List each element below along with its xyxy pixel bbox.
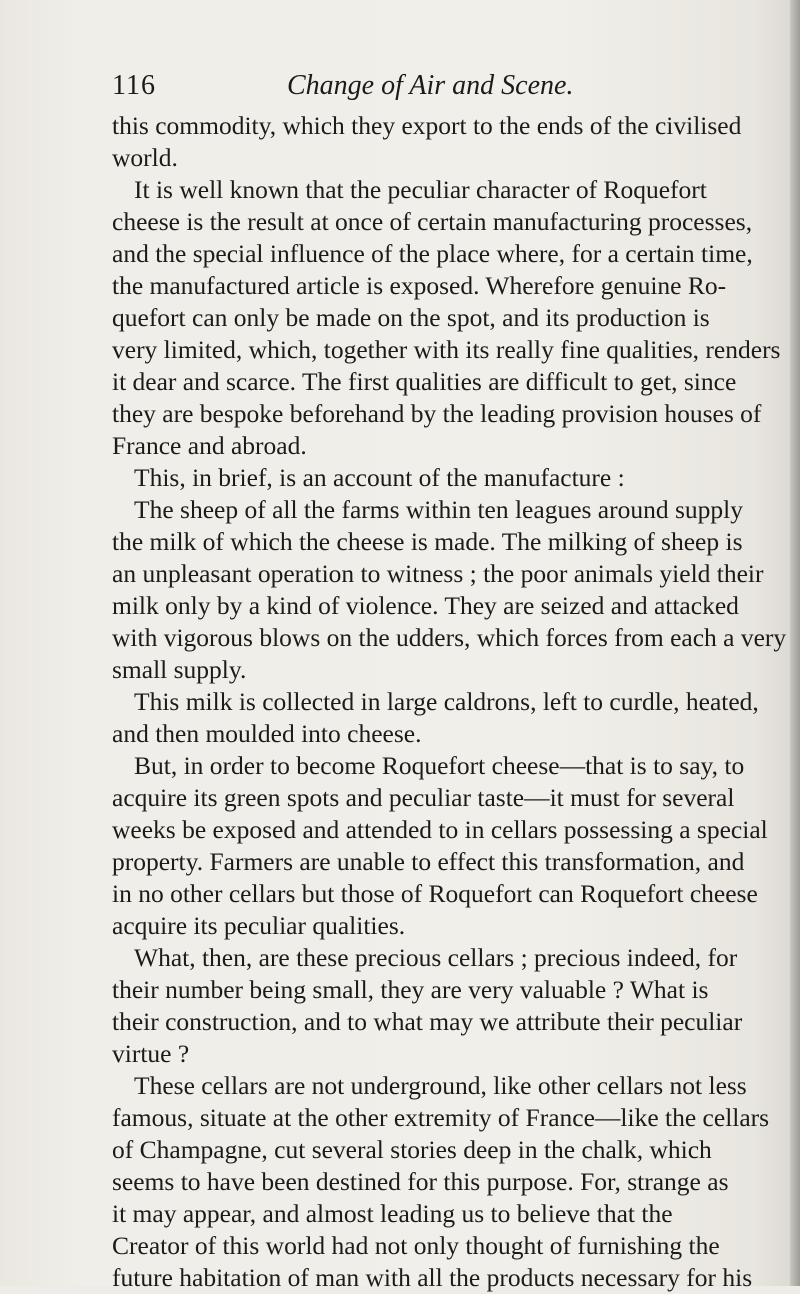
text-line: their construction, and to what may we attribute their peculiar [112, 1007, 743, 1036]
page-number: 116 [112, 70, 156, 101]
text-line: with vigorous blows on the udders, which forces from each a very [112, 623, 787, 652]
text-line: an unpleasant operation to witness ; the poor animals yield their [112, 559, 764, 588]
page-header [112, 70, 732, 110]
text-line: famous, situate at the other extremity of France—like the cellars [112, 1103, 770, 1132]
text-line: and the special influence of the place where, for a certain time, [112, 239, 753, 268]
text-line: world. [112, 143, 178, 172]
text-line: acquire its green spots and peculiar taste—it must for several [112, 783, 735, 812]
text-line: in no other cellars but those of Roquefort can Roquefort cheese [112, 879, 758, 908]
text-line: it may appear, and almost leading us to believe that the [112, 1199, 673, 1228]
text-line: quefort can only be made on the spot, and its production is [112, 303, 710, 332]
text-line: future habitation of man with all the products necessary for his [112, 1263, 753, 1292]
text-line: property. Farmers are unable to effect this transformation, and [112, 847, 745, 876]
text-line: the manufactured article is exposed. Wherefore genuine Ro- [112, 271, 727, 300]
text-line: weeks be exposed and attended to in cellars possessing a special [112, 815, 768, 844]
text-line: France and abroad. [112, 431, 307, 460]
text-line: milk only by a kind of violence. They are seized and attacked [112, 591, 739, 620]
text-line: But, in order to become Roquefort cheese—that is to say, to [134, 751, 745, 780]
text-line: It is well known that the peculiar character of Roquefort [134, 175, 707, 204]
running-title: Change of Air and Scene. [287, 70, 574, 101]
text-line: seems to have been destined for this purpose. For, strange as [112, 1167, 729, 1196]
text-line: their number being small, they are very valuable ? What is [112, 975, 709, 1004]
text-line: very limited, which, together with its really fine qualities, renders [112, 335, 781, 364]
text-line: they are bespoke beforehand by the leading provision houses of [112, 399, 762, 428]
text-line: acquire its peculiar qualities. [112, 911, 406, 940]
text-line: it dear and scarce. The first qualities are difficult to get, since [112, 367, 737, 396]
text-line: this commodity, which they export to the ends of the civilised [112, 111, 742, 140]
text-line: virtue ? [112, 1039, 190, 1068]
body-text [112, 110, 792, 1294]
text-line: What, then, are these precious cellars ; precious indeed, for [134, 943, 738, 972]
text-line: This, in brief, is an account of the manufacture : [134, 463, 625, 492]
text-line: The sheep of all the farms within ten leagues around supply [134, 495, 743, 524]
text-line: Creator of this world had not only thought of furnishing the [112, 1231, 720, 1260]
text-line: of Champagne, cut several stories deep in the chalk, which [112, 1135, 712, 1164]
text-line: These cellars are not underground, like other cellars not less [134, 1071, 747, 1100]
text-line: the milk of which the cheese is made. The milking of sheep is [112, 527, 743, 556]
text-line: This milk is collected in large caldrons, left to curdle, heated, [134, 687, 759, 716]
text-line: small supply. [112, 655, 247, 684]
text-line: cheese is the result at once of certain manufacturing processes, [112, 207, 753, 236]
text-line: and then moulded into cheese. [112, 719, 422, 748]
